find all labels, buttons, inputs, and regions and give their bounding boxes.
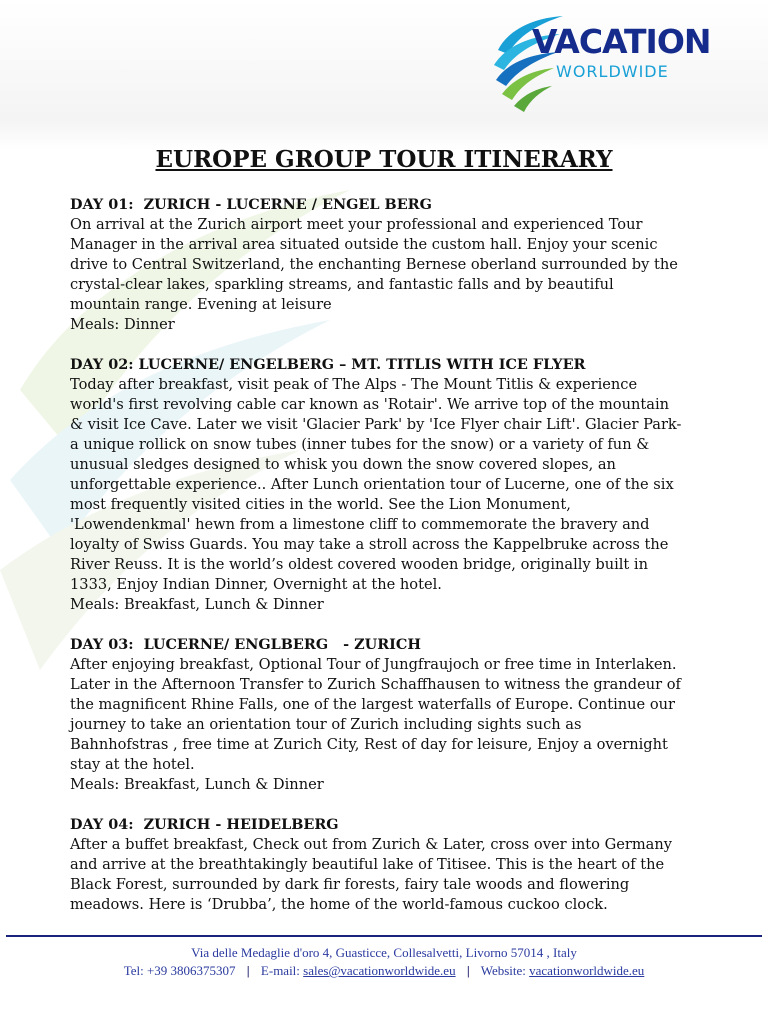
itinerary-body [70, 195, 710, 935]
footer-separator: | [466, 963, 470, 978]
paragraph-line: and arrive at the breathtakingly beautiful lake of Titisee. This is the heart of the [70, 856, 665, 873]
paragraph-line: Bahnhofstras , free time at Zurich City, Rest of day for leisure, Enjoy a overnight [70, 736, 668, 753]
paragraph-line: loyalty of Swiss Guards. You may take a stroll across the Kappelbruke across the [70, 536, 669, 553]
paragraph-line: stay at the hotel. [70, 756, 195, 773]
paragraph-line: & visit Ice Cave. Later we visit 'Glacier Park' by 'Ice Flyer chair Lift'. Glacier Park- [70, 416, 682, 433]
paragraph-line: Black Forest, surrounded by dark fir forests, fairy tale woods and flowering [70, 876, 630, 893]
footer [0, 944, 768, 980]
paragraph-line: Today after breakfast, visit peak of The Alps - The Mount Titlis & experience [70, 376, 638, 393]
day-heading: DAY 01: ZURICH - LUCERNE / ENGEL BERG [70, 196, 432, 213]
paragraph-line: unusual sledges designed to whisk you down the snow covered slopes, an [70, 456, 616, 473]
day-heading: DAY 04: ZURICH - HEIDELBERG [70, 816, 339, 833]
day-section [70, 815, 710, 915]
email-link[interactable]: sales@vacationworldwide.eu [303, 963, 456, 978]
meals-line: Meals: Breakfast, Lunch & Dinner [70, 776, 324, 793]
meals-line: Meals: Breakfast, Lunch & Dinner [70, 596, 324, 613]
brand-name-primary: VACATION [532, 22, 711, 61]
paragraph-line: After a buffet breakfast, Check out from Zurich & Later, cross over into Germany [70, 836, 673, 853]
footer-contacts [0, 962, 768, 980]
vacation-worldwide-logo [488, 10, 733, 120]
paragraph-line: mountain range. Evening at leisure [70, 296, 332, 313]
paragraph-line: crystal-clear lakes, sparkling streams, and fantastic falls and by beautiful [70, 276, 614, 293]
paragraph-line: a unique rollick on snow tubes (inner tubes for the snow) or a variety of fun & [70, 436, 650, 453]
day-section [70, 635, 710, 795]
footer-divider [6, 935, 762, 937]
day-heading: DAY 02: LUCERNE/ ENGELBERG – MT. TITLIS WITH ICE FLYER [70, 356, 586, 373]
day-section [70, 355, 710, 615]
paragraph-line: After enjoying breakfast, Optional Tour of Jungfraujoch or free time in Interlaken. [70, 656, 677, 673]
footer-phone: Tel: +39 3806375307 [123, 963, 236, 978]
paragraph-line: Later in the Afternoon Transfer to Zurich Schaffhausen to witness the grandeur of [70, 676, 681, 693]
paragraph-line: world's first revolving cable car known as 'Rotair'. We arrive top of the mountain [70, 396, 670, 413]
paragraph-line: unforgettable experience.. After Lunch orientation tour of Lucerne, one of the six [70, 476, 674, 493]
paragraph-line: the magnificent Rhine Falls, one of the largest waterfalls of Europe. Continue our [70, 696, 675, 713]
meals-line: Meals: Dinner [70, 316, 175, 333]
footer-separator: | [246, 963, 250, 978]
footer-website-label: Website: [480, 963, 530, 978]
brand-name-secondary: WORLDWIDE [556, 62, 669, 81]
paragraph-line: 1333, Enjoy Indian Dinner, Overnight at the hotel. [70, 576, 442, 593]
paragraph-line: 'Lowendenkmal' hewn from a limestone cliff to commemorate the bravery and [70, 516, 650, 533]
paragraph-line: Manager in the arrival area situated outside the custom hall. Enjoy your scenic [70, 236, 658, 253]
paragraph-line: meadows. Here is ‘Drubba’, the home of the world-famous cuckoo clock. [70, 896, 608, 913]
paragraph-line: River Reuss. It is the world’s oldest covered wooden bridge, originally built in [70, 556, 648, 573]
paragraph-line: journey to take an orientation tour of Zurich including sights such as [70, 716, 582, 733]
paragraph-line: On arrival at the Zurich airport meet your professional and experienced Tour [70, 216, 643, 233]
footer-email-label: E-mail: [260, 963, 304, 978]
day-section [70, 195, 710, 335]
footer-address: Via delle Medaglie d'oro 4, Guasticce, Collesalvetti, Livorno 57014 , Italy [191, 945, 577, 960]
paragraph-line: drive to Central Switzerland, the enchanting Bernese oberland surrounded by the [70, 256, 678, 273]
website-link[interactable]: vacationworldwide.eu [529, 963, 645, 978]
document-title: EUROPE GROUP TOUR ITINERARY [155, 146, 613, 173]
day-heading: DAY 03: LUCERNE/ ENGLBERG - ZURICH [70, 636, 421, 653]
paragraph-line: most frequently visited cities in the world. See the Lion Monument, [70, 496, 571, 513]
